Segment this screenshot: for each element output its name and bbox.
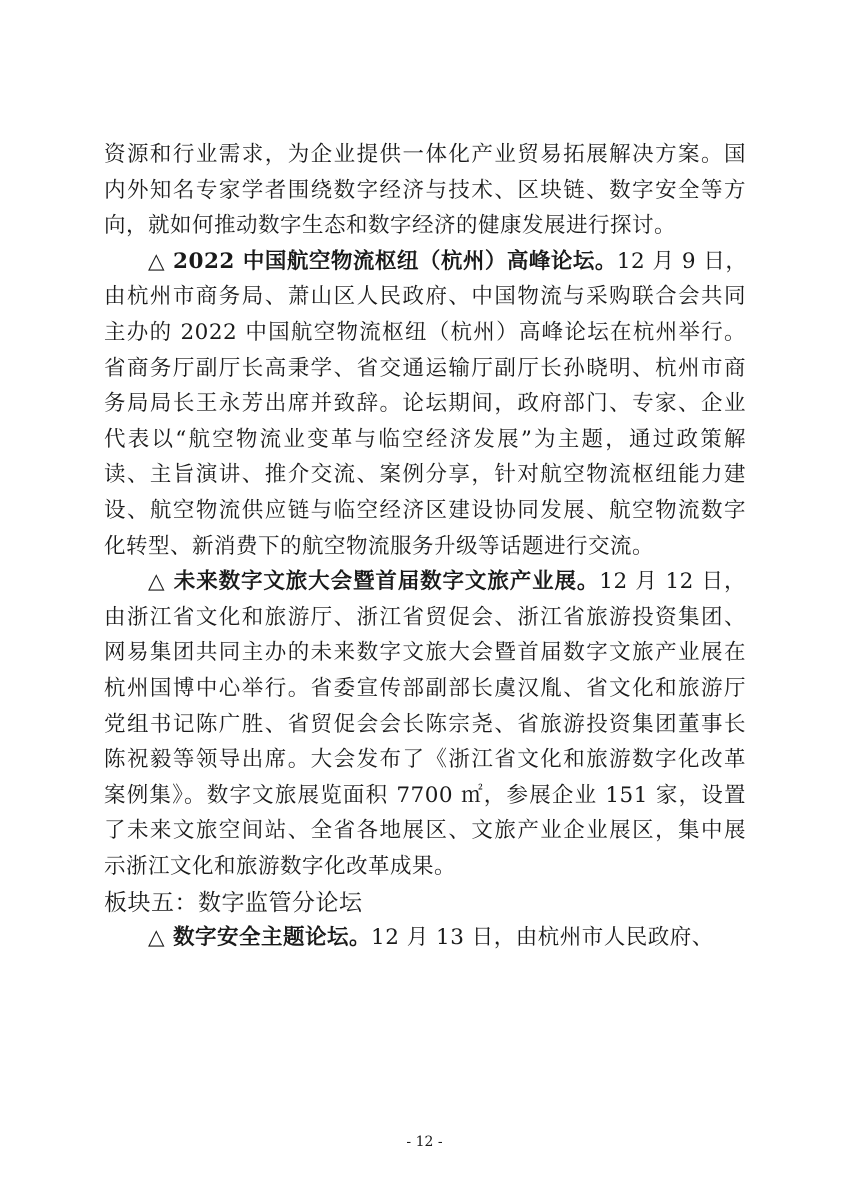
- paragraph-line: 由浙江省文化和旅游厅、浙江省贸促会、浙江省旅游投资集团、: [104, 604, 746, 630]
- paragraph-line: 示浙江文化和旅游数字化改革成果。: [104, 854, 457, 879]
- paragraph-line: 党组书记陈广胜、省贸促会会长陈宗尧、省旅游投资集团董事长: [104, 711, 746, 737]
- page-number: - 12 -: [406, 1134, 443, 1150]
- paragraph-line: 网易集团共同主办的未来数字文旅大会暨首届数字文旅产业展在: [104, 640, 746, 666]
- paragraph-line: 由杭州市商务局、萧山区人民政府、中国物流与采购联合会共同: [104, 284, 746, 310]
- paragraph-heading: △ 未来数字文旅大会暨首届数字文旅产业展。: [148, 569, 600, 595]
- paragraph-line: 设、航空物流供应链与临空经济区建设协同发展、航空物流数字: [104, 498, 746, 523]
- paragraph-line: 省商务厅副厅长高秉学、省交通运输厅副厅长孙晓明、杭州市商: [104, 355, 746, 381]
- section-title: 板块五：数字监管分论坛: [104, 889, 363, 916]
- paragraph-line: 读、主旨演讲、推介交流、案例分享，针对航空物流枢纽能力建: [104, 462, 746, 488]
- paragraph-line: 向，就如何推动数字生态和数字经济的健康发展进行探讨。: [104, 213, 677, 239]
- paragraph-heading-line: [148, 567, 746, 597]
- paragraph-line: 了未来文旅空间站、全省各地展区、文旅产业企业展区，集中展: [104, 818, 746, 844]
- paragraph-line: 陈祝毅等领导出席。大会发布了《浙江省文化和旅游数字化改革: [104, 747, 746, 773]
- paragraph-heading: △ 数字安全主题论坛。: [148, 925, 372, 951]
- paragraph-line: 杭州国博中心举行。省委宣传部副部长虞汉胤、省文化和旅游厅: [104, 676, 746, 701]
- paragraph-line: 主办的 2022 中国航空物流枢纽（杭州）高峰论坛在杭州举行。: [104, 320, 746, 345]
- paragraph-text: 12 月 12 日，: [599, 569, 746, 595]
- paragraph-line: 代表以“航空物流业变革与临空经济发展”为主题，通过政策解: [104, 426, 746, 452]
- paragraph-line: 资源和行业需求，为企业提供一体化产业贸易拓展解决方案。国: [104, 142, 746, 167]
- paragraph-heading: △ 2022 中国航空物流枢纽（杭州）高峰论坛。: [148, 248, 617, 274]
- paragraph-text: 12 月 13 日，由杭州市人民政府、: [371, 925, 714, 951]
- paragraph-heading-line: [148, 923, 746, 953]
- paragraph-line: 案例集》。数字文旅展览面积 7700 ㎡，参展企业 151 家，设置: [104, 782, 746, 808]
- paragraph-heading-line: [148, 247, 746, 277]
- paragraph-line: 务局局长王永芳出席并致辞。论坛期间，政府部门、专家、企业: [104, 391, 746, 417]
- paragraph-line: 内外知名专家学者围绕数字经济与技术、区块链、数字安全等方: [104, 177, 746, 203]
- paragraph-text: 12 月 9 日，: [616, 248, 748, 274]
- paragraph-line: 化转型、新消费下的航空物流服务升级等话题进行交流。: [104, 533, 655, 559]
